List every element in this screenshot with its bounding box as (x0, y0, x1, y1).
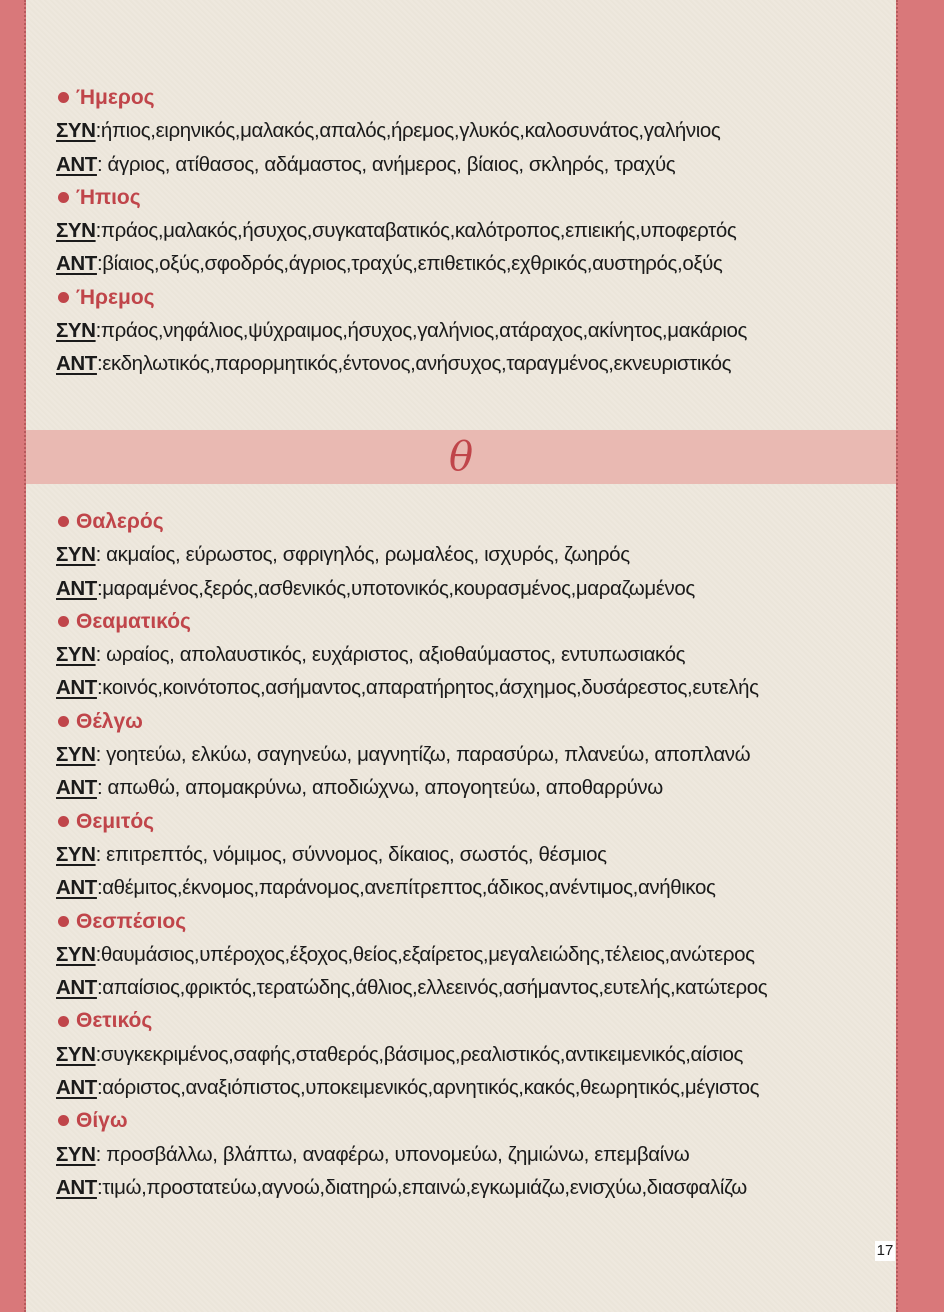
synonyms-line (56, 114, 884, 147)
antonyms-text: :αόριστος,αναξιόπιστος,υποκειμενικός,αρνητικός,κακός,θεωρητικός,μέγιστος (96, 1076, 760, 1100)
ant-label: ΑΝΤ (56, 152, 97, 176)
ant-label: ΑΝΤ (56, 676, 97, 700)
bullet-icon (58, 816, 69, 827)
entry-headword (56, 705, 884, 738)
headword-text: Θεμιτός (76, 809, 155, 833)
bullet-icon (58, 716, 69, 727)
syn-label: ΣΥΝ (56, 942, 96, 966)
page-number: 17 (876, 1242, 894, 1259)
syn-label: ΣΥΝ (56, 119, 96, 143)
syn-label: ΣΥΝ (56, 319, 96, 343)
bullet-icon (58, 292, 69, 303)
section-letter: θ (448, 434, 474, 480)
section-eta (56, 81, 884, 381)
antonyms-text: :απαίσιος,φρικτός,τερατώδης,άθλιος,ελλεεινός,ασήμαντος,ευτελής,κατώτερος (96, 976, 768, 1000)
entry-headword (56, 905, 884, 938)
synonyms-text: :πράος,νηφάλιος,ψύχραιμος,ήσυχος,γαλήνιος,ατάραχος,ακίνητος,μακάριος (95, 319, 748, 343)
syn-label: ΣΥΝ (56, 219, 96, 243)
entry-headword (56, 81, 884, 114)
bullet-icon (58, 192, 69, 203)
antonyms-line (56, 971, 884, 1004)
synonyms-line (56, 1038, 884, 1071)
antonyms-line (56, 771, 884, 804)
antonyms-line (56, 347, 884, 380)
ant-label: ΑΝΤ (56, 576, 97, 600)
headword-text: Θετικός (76, 1009, 153, 1033)
synonyms-line (56, 1138, 884, 1171)
synonyms-line (56, 738, 884, 771)
entry-headword (56, 805, 884, 838)
synonyms-text: : επιτρεπτός, νόμιμος, σύννομος, δίκαιος, σωστός, θέσμιος (95, 842, 607, 866)
headword-text: Θίγω (76, 1109, 128, 1133)
synonyms-line (56, 314, 884, 347)
synonyms-line (56, 838, 884, 871)
syn-label: ΣΥΝ (56, 543, 96, 567)
synonyms-line (56, 638, 884, 671)
synonyms-text: : ωραίος, απολαυστικός, ευχάριστος, αξιοθαύμαστος, εντυπωσιακός (95, 643, 686, 667)
left-margin-strip (0, 0, 26, 1312)
synonyms-line (56, 214, 884, 247)
headword-text: Ήρεμος (76, 285, 155, 309)
antonyms-text: :μαραμένος,ξερός,ασθενικός,υποτονικός,κουρασμένος,μαραζωμένος (96, 576, 695, 600)
bullet-icon (58, 616, 69, 627)
antonyms-text: : απωθώ, απομακρύνω, αποδιώχνω, απογοητεύω, αποθαρρύνω (96, 776, 663, 800)
letter-band (26, 430, 896, 484)
entry-headword (56, 1004, 884, 1037)
syn-label: ΣΥΝ (56, 1142, 96, 1166)
entry (56, 1104, 884, 1204)
antonyms-text: :τιμώ,προστατεύω,αγνοώ,διατηρώ,επαινώ,εγκωμιάζω,ενισχύω,διασφαλίζω (96, 1175, 747, 1199)
synonyms-text: : ακμαίος, εύρωστος, σφριγηλός, ρωμαλέος, ισχυρός, ζωηρός (95, 543, 630, 567)
entry (56, 81, 884, 181)
antonyms-line (56, 671, 884, 704)
headword-text: Θαλερός (76, 510, 164, 533)
antonyms-text: :αθέμιτος,έκνομος,παράνομος,ανεπίτρεπτος,άδικος,ανέντιμος,ανήθικος (96, 876, 716, 900)
syn-label: ΣΥΝ (56, 643, 96, 667)
ant-label: ΑΝΤ (56, 976, 97, 1000)
headword-text: Θέλγω (76, 709, 143, 733)
antonyms-line (56, 148, 884, 181)
synonyms-text: :συγκεκριμένος,σαφής,σταθερός,βάσιμος,ρεαλιστικός,αντικειμενικός,αίσιος (95, 1042, 743, 1066)
section-theta (56, 505, 884, 1204)
antonyms-text: :εκδηλωτικός,παρορμητικός,έντονος,ανήσυχος,ταραγμένος,εκνευριστικός (96, 352, 732, 376)
entry (56, 605, 884, 705)
antonyms-line (56, 1071, 884, 1104)
antonyms-text: :κοινός,κοινότοπος,ασήμαντος,απαρατήρητος,άσχημος,δυσάρεστος,ευτελής (96, 676, 759, 700)
right-margin-strip (896, 0, 944, 1312)
bullet-icon (58, 1115, 69, 1126)
bullet-icon (58, 916, 69, 927)
synonyms-text: : γοητεύω, ελκύω, σαγηνεύω, μαγνητίζω, παρασύρω, πλανεύω, αποπλανώ (95, 743, 751, 767)
bullet-icon (58, 516, 69, 527)
antonyms-text: :βίαιος,οξύς,σφοδρός,άγριος,τραχύς,επιθετικός,εχθρικός,αυστηρός,οξύς (96, 252, 723, 276)
entry (56, 705, 884, 805)
entry (56, 1004, 884, 1104)
ant-label: ΑΝΤ (56, 252, 97, 276)
ant-label: ΑΝΤ (56, 876, 97, 900)
ant-label: ΑΝΤ (56, 352, 97, 376)
entry-headword (56, 181, 884, 214)
synonyms-text: :ήπιος,ειρηνικός,μαλακός,απαλός,ήρεμος,γλυκός,καλοσυνάτος,γαλήνιος (95, 119, 721, 143)
entry-headword (56, 1104, 884, 1137)
antonyms-line (56, 572, 884, 605)
headword-text: Θεαματικός (76, 609, 191, 633)
synonyms-line (56, 938, 884, 971)
entry (56, 505, 884, 605)
ant-label: ΑΝΤ (56, 776, 97, 800)
syn-label: ΣΥΝ (56, 743, 96, 767)
antonyms-line (56, 1171, 884, 1204)
synonyms-text: :πράος,μαλακός,ήσυχος,συγκαταβατικός,καλότροπος,επιεικής,υποφερτός (95, 219, 737, 243)
synonyms-line (56, 538, 884, 571)
syn-label: ΣΥΝ (56, 842, 96, 866)
bullet-icon (58, 1016, 69, 1027)
entry (56, 181, 884, 281)
ant-label: ΑΝΤ (56, 1175, 97, 1199)
entry (56, 905, 884, 1005)
headword-text: Θεσπέσιος (76, 909, 187, 933)
entry (56, 805, 884, 905)
synonyms-text: :θαυμάσιος,υπέροχος,έξοχος,θείος,εξαίρετος,μεγαλειώδης,τέλειος,ανώτερος (95, 942, 755, 966)
headword-text: Ήπιος (76, 185, 141, 209)
entry (56, 281, 884, 381)
entry-headword (56, 281, 884, 314)
antonyms-line (56, 247, 884, 280)
antonyms-line (56, 871, 884, 904)
synonyms-text: : προσβάλλω, βλάπτω, αναφέρω, υπονομεύω, ζημιώνω, επεμβαίνω (95, 1142, 690, 1166)
headword-text: Ήμερος (76, 86, 155, 109)
antonyms-text: : άγριος, ατίθασος, αδάμαστος, ανήμερος, βίαιος, σκληρός, τραχύς (96, 152, 676, 176)
bullet-icon (58, 92, 69, 103)
syn-label: ΣΥΝ (56, 1042, 96, 1066)
ant-label: ΑΝΤ (56, 1076, 97, 1100)
entry-headword (56, 605, 884, 638)
entry-headword (56, 505, 884, 538)
